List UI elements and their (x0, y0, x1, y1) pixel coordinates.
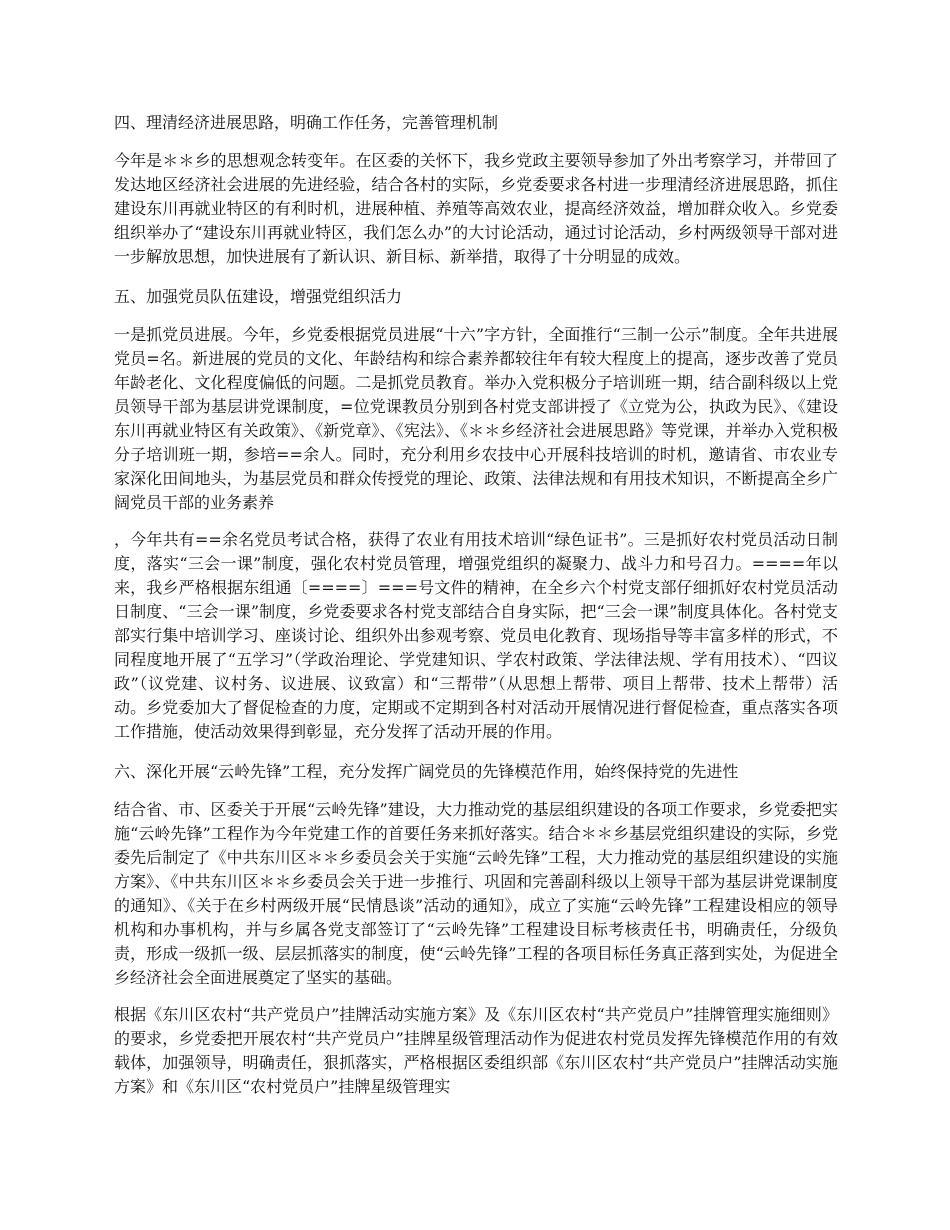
paragraph-economic-development: 今年是＊＊乡的思想观念转变年。在区委的关怀下，我乡党政主要领导参加了外出考察学习，并带回了发达地区经济社会进展的先进经验，结合各村的实际，乡党委要求各村进一步理清经济进展思路，抓住建设东川再就业特区的有利时机，进展种植、养殖等高效农业，提高经济效益，增加群众收入。乡党委组织举办了“建设东川再就业特区，我们怎么办”的大讨论活动，通过讨论活动，乡村两级领导干部对进一步解放思想，加快进展有了新认识、新目标、新举措，取得了十分明显的成效。 (114, 151, 838, 266)
paragraph-party-member-household: 根据《东川区农村“共产党员户”挂牌活动实施方案》及《东川区农村“共产党员户”挂牌管理实施细则》的要求，乡党委把开展农村“共产党员户”挂牌星级管理活动作为促进农村党员发挥先锋模范作用的有效载体，加强领导，明确责任，狠抓落实，严格根据区委组织部《东川区农村“共产党员户”挂牌活动实施方案》和《东川区“农村党员户”挂牌星级管理实 (114, 1005, 838, 1096)
section-heading-5: 五、加强党员队伍建设，增强党组织活力 (114, 287, 403, 306)
paragraph-party-member-development: 一是抓党员进展。今年，乡党委根据党员进展“十六”字方针，全面推行“三制一公示”制度。全年共进展党员=名。新进展的党员的文化、年龄结构和综合素养都较往年有较大程度上的提高，逐步改善了党员年龄老化、文化程度偏低的问题。二是抓党员教育。举办入党积极分子培训班一期，结合副科级以上党员领导干部为基层讲党课制度，=位党课教员分别到各村党支部讲授了《立党为公，执政为民》、《建设东川再就业特区有关政策》、《新党章》、《宪法》、《＊＊乡经济社会进展思路》等党课，并举办入党积极分子培训班一期，参培==余人。同时，充分利用乡农技中心开展科技培训的时机，邀请省、市农业专家深化田间地头，为基层党员和群众传授党的理论、政策、法律法规和有用技术知识，不断提高全乡广阔党员干部的业务素养 (114, 325, 838, 512)
document-page (114, 108, 838, 1096)
section-heading-6: 六、深化开展“云岭先锋”工程，充分发挥广阔党员的先锋模范作用，始终保持党的先进性 (114, 762, 739, 781)
paragraph-yunling-pioneer: 结合省、市、区委关于开展“云岭先锋”建设，大力推动党的基层组织建设的各项工作要求，乡党委把实施“云岭先锋”工程作为今年党建工作的首要任务来抓好落实。结合＊＊乡基层党组织建设的实际，乡党委先后制定了《中共东川区＊＊乡委员会关于实施“云岭先锋”工程，大力推动党的基层组织建设的实施方案》、《中共东川区＊＊乡委员会关于进一步推行、巩固和完善副科级以上领导干部为基层讲党课制度的通知》、《关于在乡村两级开展“民情恳谈”活动的通知》，成立了实施“云岭先锋”工程建设相应的领导机构和办事机构，并与乡属各党支部签订了“云岭先锋”工程建设目标考核责任书，明确责任，分级负责，形成一级抓一级、层层抓落实的制度，使“云岭先锋”工程的各项目标任务真正落到实处，为促进全乡经济社会全面进展奠定了坚实的基础。 (114, 800, 838, 987)
section-heading-4: 四、理清经济进展思路，明确工作任务，完善管理机制 (114, 113, 499, 132)
paragraph-party-activity-day: ，今年共有==余名党员考试合格，获得了农业有用技术培训“绿色证书”。三是抓好农村党员活动日制度，落实“三会一课”制度，强化农村党员管理，增强党组织的凝聚力、战斗力和号召力。====年以来，我乡严格根据东组通〔====〕===号文件的精神，在全乡六个村党支部仔细抓好农村党员活动日制度、“三会一课”制度，乡党委要求各村党支部结合自身实际，把“三会一课”制度具体化。各村党支部实行集中培训学习、座谈讨论、组织外出参观考察、党员电化教育、现场指导等丰富多样的形式，不同程度地开展了“五学习”（学政治理论、学党建知识、学农村政策、学法律法规、学有用技术）、“四议政”（议党建、议村务、议进展、议致富）和“三帮带”（从思想上帮带、项目上帮带、技术上帮带）活动。乡党委加大了督促检查的力度，定期或不定期到各村对活动开展情况进行督促检查，重点落实各项工作措施，使活动效果得到彰显，充分发挥了活动开展的作用。 (114, 530, 838, 741)
